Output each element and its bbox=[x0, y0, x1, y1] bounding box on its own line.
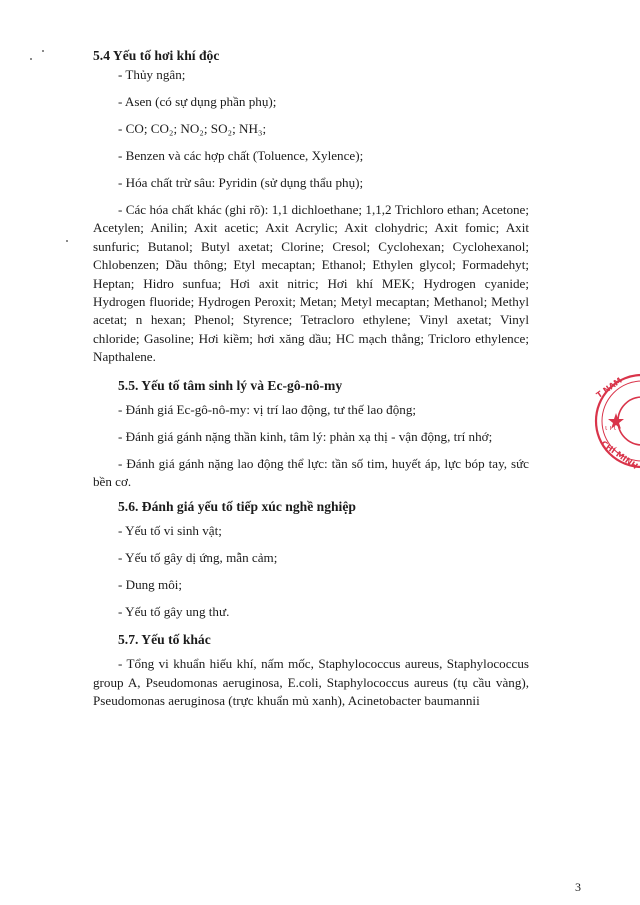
list-item: - Thủy ngân; bbox=[118, 67, 186, 82]
section-5-6 bbox=[93, 497, 529, 621]
list-item: - Dung môi; bbox=[118, 577, 183, 593]
list-item: - Đánh giá gánh nặng thần kinh, tâm lý: phản xạ thị - vận động, trí nhớ; bbox=[118, 428, 493, 444]
section-heading: 5.4 Yếu tố hơi khí độc bbox=[93, 48, 220, 63]
official-stamp bbox=[592, 366, 640, 476]
list-item: - Yếu tố gây dị ứng, mẫn cảm; bbox=[118, 550, 278, 566]
page-number: 3 bbox=[575, 880, 581, 894]
list-item: - Yếu tố gây ung thư. bbox=[118, 604, 230, 620]
list-item: - Đánh giá Ec-gô-nô-my: vị trí lao động, tư thế lao động; bbox=[118, 401, 417, 417]
stamp-seal-icon bbox=[595, 375, 640, 471]
svg-text:CHÍ MINH: CHÍ MINH bbox=[599, 439, 640, 471]
section-heading: 5.6. Đánh giá yếu tố tiếp xúc nghề nghiệp bbox=[118, 499, 356, 515]
section-5-5 bbox=[93, 376, 529, 492]
list-item: - CO; CO₂; NO₂; SO₂; NH₃; bbox=[118, 121, 267, 136]
scan-speck bbox=[66, 240, 68, 242]
list-item: - Hóa chất trừ sâu: Pyridin (sử dụng thẩu phụ); bbox=[118, 175, 364, 190]
microbe-list-paragraph: - Tổng vi khuẩn hiếu khí, nấm mốc, Staphylococcus aureus, Staphylococcus group A, Pseudomonas aeruginosa, E.coli, Staphylococcus aureus (tụ cầu vàng), Pseudomonas aeruginosa (trực khuẩn mủ xanh), Acinetobacter baumannii bbox=[93, 656, 529, 709]
list-item: - Đánh giá gánh nặng lao động thể lực: tần số tim, huyết áp, lực bóp tay, sức bền cơ. bbox=[93, 455, 529, 490]
list-item: - Asen (có sự dụng phần phụ); bbox=[118, 94, 277, 109]
list-item: - Yếu tố vi sinh vật; bbox=[118, 523, 222, 539]
scan-speck bbox=[30, 58, 32, 60]
list-item: - Benzen và các hợp chất (Toluence, Xylence); bbox=[118, 148, 364, 163]
scan-speck bbox=[42, 50, 44, 52]
svg-text:ɩ ı ɩ: ɩ ı ɩ bbox=[605, 424, 617, 432]
section-heading: 5.5. Yếu tố tâm sinh lý và Ec-gô-nô-my bbox=[118, 377, 343, 393]
chemical-list-paragraph: - Các hóa chất khác (ghi rõ): 1,1 dichloethane; 1,1,2 Trichloro ethan; Acetone; Acetylen; Anilin; Axit acetic; Axit Acrylic; Axit clohydric; Axit fomic; Axit sunfuric; Butanol; Butyl axetat; Clorine; Cresol; Cyclohexan; Cyclohexanol; Chlobenzen; Dầu thông; Etyl mecaptan; Ethanol; Ethylen glycol; Formadehyt; Heptan; Hidro sunfua; Hơi axit nitric; Hơi khí MEK; Hydrogen cyanide; Hydrogen fluoride; Hydrogen Peroxit; Metan; Metyl mecaptan; Methanol; Methyl acetat; n hexan; Phenol; Styrence; Tetracloro ethylene; Vinyl axetat; Vinyl chloride; Gasoline; Hơi kiềm; hơi xăng dầu; HC mạch thẳng; Tricloro ethylence; Napthalene. bbox=[93, 202, 529, 365]
section-5-4 bbox=[93, 46, 529, 367]
document-body bbox=[93, 46, 529, 714]
section-heading: 5.7. Yếu tố khác bbox=[118, 632, 211, 648]
svg-text:T NAM: T NAM bbox=[594, 375, 624, 400]
section-5-7 bbox=[93, 630, 529, 710]
